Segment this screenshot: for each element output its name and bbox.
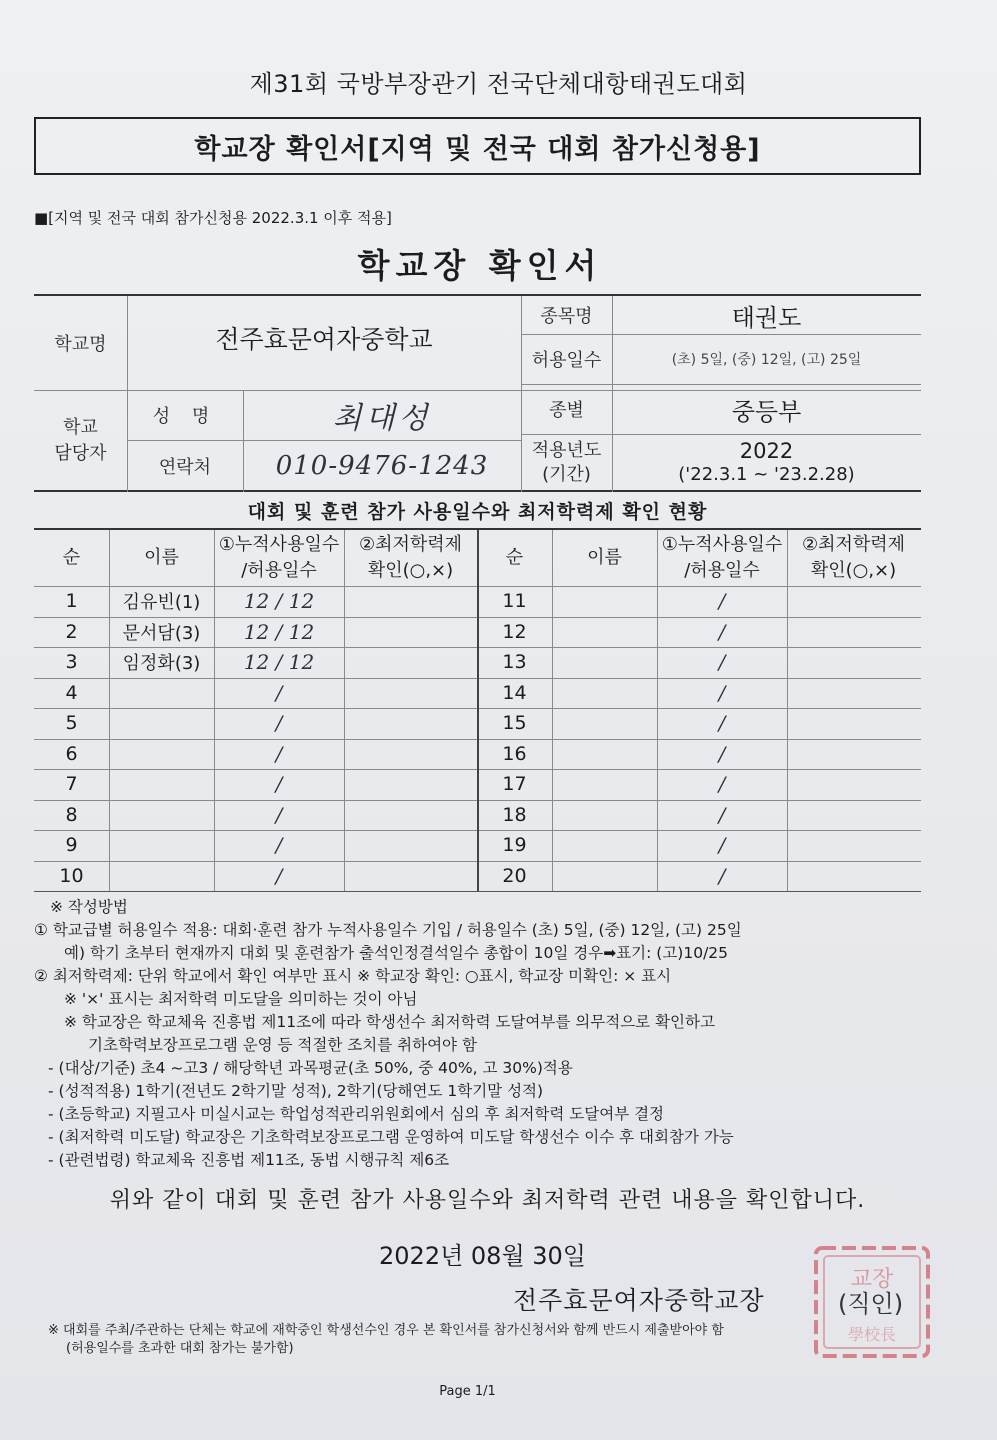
status-table [34, 528, 921, 890]
note-line: ※ '×' 표시는 최저학력 미도달을 의미하는 것이 아님 [64, 990, 418, 1008]
principal-name: 전주효문여자중학교장 [513, 1286, 765, 1315]
table-cell-no: 8 [65, 803, 78, 826]
name-label: 성 명 [152, 406, 218, 427]
table-cell-check [344, 586, 477, 617]
note-line: - (관련법령) 학교체육 진흥법 제11조, 동법 시행규칙 제6조 [48, 1151, 450, 1169]
table-cell-name [552, 678, 657, 709]
table-cell-no: 12 [502, 620, 527, 643]
note-line: - (초등학교) 지필고사 미실시교는 학업성적관리위원회에서 심의 후 최저학력 도달여부 결정 [48, 1105, 665, 1123]
table-cell-name [109, 708, 214, 739]
note-line: ※ 작성방법 [50, 898, 128, 916]
note-line: - (성적적용) 1학기(전년도 2학기말 성적), 2학기(당해연도 1학기말 성적) [48, 1082, 544, 1100]
notes [34, 896, 934, 1172]
table-cell-check [787, 861, 920, 892]
table-cell-no: 14 [502, 681, 527, 704]
footnote-line: ※ 대회를 주최/주관하는 단체는 학교에 재학중인 학생선수인 경우 본 확인서를 참가신청서와 함께 반드시 제출받아야 함 [48, 1323, 724, 1338]
note-line: ① 학교급별 허용일수 적용: 대회·훈련 참가 누적사용일수 기입 / 허용일수 (초) 5일, (중) 12일, (고) 25일 [34, 921, 742, 939]
table-cell-no: 9 [65, 834, 78, 857]
contact-label: 연락처 [158, 457, 212, 478]
row-divider [34, 891, 921, 892]
table-cell-name [552, 586, 657, 617]
header-use: ①누적사용일수 /허용일수 [661, 534, 783, 581]
table-cell-use: / [718, 802, 726, 827]
table-cell-use: 12 / 12 [243, 589, 315, 614]
table-cell-use: / [718, 833, 726, 858]
table-cell-no: 6 [65, 742, 78, 765]
footnote-line: (허용일수를 초과한 대회 참가는 불가함) [66, 1341, 294, 1356]
table-cell-check [787, 708, 920, 739]
footnote [48, 1322, 928, 1358]
table-cell-use: 12 / 12 [243, 650, 315, 675]
table-cell-no: 3 [65, 651, 78, 674]
table-cell-no: 13 [502, 651, 527, 674]
issue-date: 2022년 08월 30일 [379, 1242, 586, 1270]
header-name: 이름 [144, 547, 179, 568]
header-check: ②최저학력제 확인(○,×) [358, 534, 463, 581]
page-number: Page 1/1 [439, 1384, 496, 1399]
table-cell-check [787, 586, 920, 617]
table-cell-check [344, 678, 477, 709]
table-cell-no: 19 [502, 834, 527, 857]
header-check: ②최저학력제 확인(○,×) [801, 534, 906, 581]
table-cell-use: 12 / 12 [243, 619, 315, 644]
table-cell-name [552, 617, 657, 648]
info-table [34, 294, 921, 492]
table-cell-name [552, 739, 657, 770]
year-cell [612, 434, 921, 492]
table-cell-no: 18 [502, 803, 527, 826]
division-value: 중등부 [731, 397, 802, 426]
table-cell-use: / [275, 802, 283, 827]
table-cell-no: 7 [65, 773, 78, 796]
event-title: 제31회 국방부장관기 전국단체대항태권도대회 [249, 70, 748, 98]
table-cell-use: / [275, 863, 283, 888]
table-cell-name [552, 830, 657, 861]
table-cell-use: / [718, 680, 726, 705]
table-cell-no: 1 [65, 590, 78, 613]
table-cell-use: / [275, 680, 283, 705]
table-cell-use: / [275, 711, 283, 736]
contact-value: 010-9476-1243 [275, 451, 489, 481]
header-no: 순 [62, 547, 81, 568]
header-no: 순 [505, 547, 524, 568]
table-cell-check [344, 769, 477, 800]
note-line: 예) 학기 초부터 현재까지 대회 및 훈련참가 출석인정결석일수 총합이 10일 경우➡표기: (고)10/25 [64, 944, 729, 962]
table-cell-check [787, 678, 920, 709]
table-cell-name [552, 708, 657, 739]
table-cell-check [787, 830, 920, 861]
table-cell-check [344, 739, 477, 770]
table-cell-check [344, 708, 477, 739]
table-cell-check [344, 800, 477, 831]
table-cell-check [787, 739, 920, 770]
table-cell-no: 20 [502, 864, 527, 887]
table-cell-no: 15 [502, 712, 527, 735]
table-cell-check [344, 830, 477, 861]
table-cell-use: / [275, 741, 283, 766]
table-cell-check [787, 800, 920, 831]
table-cell-no: 2 [65, 620, 78, 643]
table-cell-use: / [718, 650, 726, 675]
main-title: 학교장 확인서 [357, 246, 603, 285]
allowed-label: 허용일수 [531, 350, 602, 371]
note-line: 기초학력보장프로그램 운영 등 적절한 조치를 취하여야 함 [88, 1036, 477, 1054]
year-label: 적용년도 (기간) [531, 440, 602, 485]
table-cell-use: / [275, 772, 283, 797]
note-line: ② 최저학력제: 단위 학교에서 확인 여부만 표시 ※ 학교장 확인: ○표시, 학교장 미확인: × 표시 [34, 967, 672, 985]
table-cell-name [552, 861, 657, 892]
table-cell-name: 문서담(3) [122, 622, 201, 644]
table-cell-name [552, 647, 657, 678]
note-line: - (대상/기준) 초4 ~고3 / 해당학년 과목평균(초 50%, 중 40%, 고 30%)적용 [48, 1059, 573, 1077]
event-label: 종목명 [540, 306, 593, 327]
division-label: 종별 [549, 400, 584, 421]
table-cell-use: / [718, 741, 726, 766]
table-cell-use: / [718, 772, 726, 797]
table-cell-use: / [718, 589, 726, 614]
seal-label: (직인) [838, 1290, 904, 1318]
table-cell-no: 17 [502, 773, 527, 796]
svg-text:교장: 교장 [850, 1267, 894, 1292]
table-cell-no: 10 [59, 864, 84, 887]
table-cell-check [344, 647, 477, 678]
table-cell-name [109, 739, 214, 770]
event-value: 태권도 [731, 303, 802, 332]
table-cell-name [552, 769, 657, 800]
table-cell-no: 11 [502, 590, 527, 613]
note-line: - (최저학력 미도달) 학교장은 기초학력보장프로그램 운영하여 미도달 학생선수 이수 후 대회참가 가능 [48, 1128, 734, 1146]
manager-label: 학교 담당자 [54, 417, 107, 464]
school-label: 학교명 [54, 334, 107, 355]
table-cell-use: / [275, 833, 283, 858]
table-cell-name [109, 769, 214, 800]
table-cell-name [109, 830, 214, 861]
apply-note: ■[지역 및 전국 대회 참가신청용 2022.3.1 이후 적용] [34, 209, 392, 227]
confirm-text: 위와 같이 대회 및 훈련 참가 사용일수와 최저학력 관련 내용을 확인합니다. [109, 1188, 866, 1213]
table-cell-name: 임정화(3) [122, 653, 201, 675]
table-cell-check [787, 617, 920, 648]
table-cell-check [344, 617, 477, 648]
table-cell-no: 5 [65, 712, 78, 735]
table-cell-name: 김유빈(1) [122, 592, 201, 614]
status-title: 대회 및 훈련 참가 사용일수와 최저학력제 확인 현황 [247, 501, 708, 523]
header-name: 이름 [587, 547, 622, 568]
box-title: 학교장 확인서[지역 및 전국 대회 참가신청용] [34, 117, 921, 175]
allowed-value: (초) 5일, (중) 12일, (고) 25일 [671, 352, 862, 368]
table-cell-use: / [718, 619, 726, 644]
table-cell-no: 16 [502, 742, 527, 765]
table-cell-check [787, 769, 920, 800]
year-period: ('22.3.1 ~ '23.2.28) [678, 464, 855, 485]
header-use: ①누적사용일수 /허용일수 [218, 534, 340, 581]
name-value: 최대성 [332, 401, 432, 436]
table-cell-name [552, 800, 657, 831]
table-cell-check [787, 647, 920, 678]
table-cell-no: 4 [65, 681, 78, 704]
year-value: 2022 [739, 439, 794, 463]
table-cell-check [344, 861, 477, 892]
table-cell-name [109, 678, 214, 709]
table-cell-name [109, 800, 214, 831]
table-cell-use: / [718, 711, 726, 736]
svg-text:學校長: 學校長 [847, 1325, 897, 1344]
table-cell-name [109, 861, 214, 892]
note-line: ※ 학교장은 학교체육 진흥법 제11조에 따라 학생선수 최저학력 도달여부를 의무적으로 확인하고 [64, 1013, 715, 1031]
school-value: 전주효문여자중학교 [215, 325, 433, 354]
table-cell-use: / [718, 863, 726, 888]
